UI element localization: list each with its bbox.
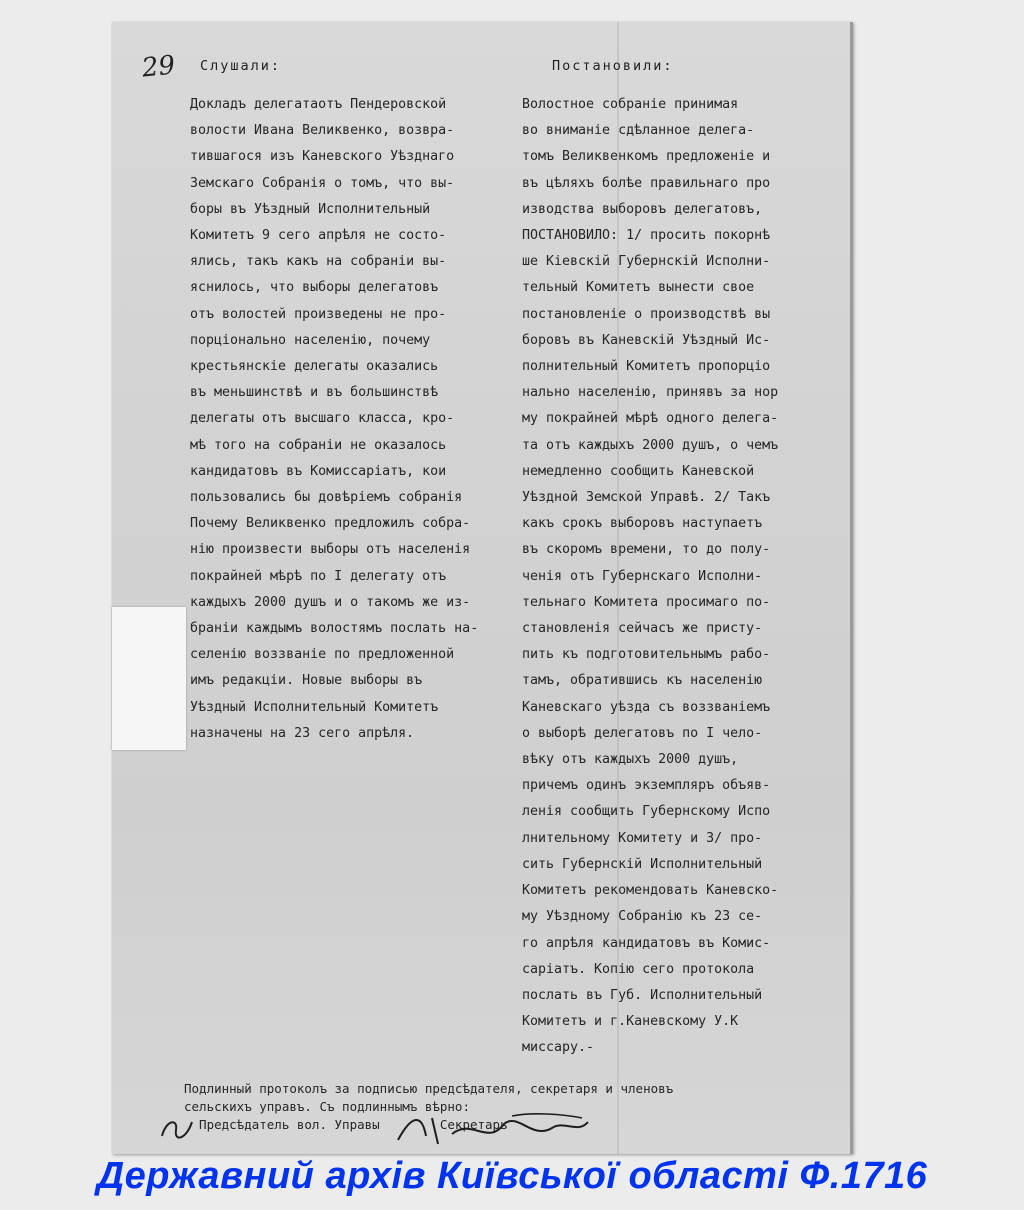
- right-column-line: вѣку отъ каждыхъ 2000 душъ,: [522, 752, 739, 768]
- left-column-line: пользовались бы довѣріемъ собранія: [190, 490, 463, 506]
- left-column-line: нію произвести выборы отъ населенія: [190, 542, 471, 558]
- right-column-line: Уѣздной Земской Управѣ. 2/ Такъ: [522, 490, 771, 506]
- left-column-line: боры въ Уѣздный Исполнительный: [190, 201, 431, 217]
- right-column-line: саріатъ. Копію сего протокола: [522, 961, 755, 977]
- left-column-line: каждыхъ 2000 душъ и о такомъ же из-: [190, 594, 471, 610]
- left-column-line: порціонально населенію, почему: [190, 332, 431, 348]
- right-column-line: лнительному Комитету и 3/ про-: [522, 830, 763, 846]
- document-sheet: [112, 22, 853, 1154]
- right-column-line: во вниманіе сдѣланное делега-: [522, 123, 755, 139]
- left-column-line: покрайней мѣрѣ по I делегату отъ: [190, 568, 447, 584]
- left-column-line: отъ волостей произведены не про-: [190, 306, 447, 322]
- footer-line: сельскихъ управъ. Съ подлиннымъ вѣрно:: [184, 1099, 470, 1114]
- folio-number: 29: [140, 50, 177, 84]
- paper-patch: [112, 607, 186, 750]
- right-column-line: Волостное собраніе принимая: [522, 97, 739, 112]
- right-column-line: причемъ одинъ экземпляръ объяв-: [522, 778, 771, 794]
- left-column-line: тившагося изъ Каневского Уѣзднаго: [190, 149, 455, 165]
- right-column-line: го апрѣля кандидатовъ въ Комис-: [522, 935, 771, 951]
- left-column-line: яснилось, что выборы делегатовъ: [190, 280, 439, 296]
- right-column-text: [522, 92, 778, 1062]
- right-column-line: томъ Великвенкомъ предложеніе и: [522, 149, 771, 165]
- right-column-line: ше Кіевскій Губернскій Исполни-: [522, 254, 771, 270]
- left-column-line: назначены на 23 сего апрѣля.: [190, 725, 415, 741]
- right-column-line: полнительный Комитетъ пропорціо: [522, 359, 771, 375]
- archive-caption: Державний архів Київської області Ф.1716: [96, 1155, 928, 1197]
- left-column-line: Почему Великвенко предложилъ собра-: [190, 516, 471, 532]
- left-column-line: Комитетъ 9 сего апрѣля не состо-: [190, 228, 447, 244]
- left-column-line: имъ редакціи. Новые выборы въ: [190, 673, 423, 689]
- left-column-line: мѣ того на собраніи не оказалось: [190, 437, 447, 453]
- left-column-line: селенію воззваніе по предложенной: [190, 647, 455, 663]
- right-column-line: му покрайней мѣрѣ одного делега-: [522, 411, 779, 427]
- footer-line: Подлинный протоколъ за подписью предсѣдателя, секретаря и членовъ: [184, 1081, 674, 1096]
- left-column-line: Уѣздный Исполнительный Комитетъ: [190, 699, 439, 715]
- right-column-line: миссару.-: [522, 1040, 595, 1056]
- left-column-line: браніи каждымъ волостямъ послать на-: [190, 621, 479, 637]
- right-column-line: пить къ подготовительнымъ рабо-: [522, 647, 771, 663]
- right-column-line: му Уѣздному Собранію къ 23 се-: [522, 909, 763, 925]
- signature-secretary: [392, 1110, 592, 1154]
- left-column-line: Докладъ делегатаотъ Пендеровской: [190, 97, 447, 112]
- right-column-line: тамъ, обратившись къ населенію: [522, 673, 763, 689]
- right-column-line: ченія отъ Губернскаго Исполни-: [522, 568, 763, 584]
- right-column-line: тельный Комитетъ вынести свое: [522, 280, 755, 296]
- left-column-line: ялись, такъ какъ на собраніи вы-: [190, 254, 447, 270]
- right-column-line: постановленіе о производствѣ вы: [522, 306, 771, 322]
- right-column-line: Комитетъ рекомендовать Каневско-: [522, 883, 779, 899]
- right-column-line: сить Губернскій Исполнительный: [522, 856, 763, 872]
- right-column-line: въ цѣляхъ болѣе правильнаго про: [522, 175, 771, 191]
- right-column-line: послать въ Губ. Исполнительный: [522, 987, 763, 1003]
- left-column-line: волости Ивана Великвенко, возвра-: [190, 123, 455, 139]
- left-column-line: кандидатовъ въ Комиссаріатъ, кои: [190, 463, 447, 479]
- right-column-line: становленія сейчасъ же присту-: [522, 621, 763, 637]
- left-column-line: делегаты отъ высшаго класса, кро-: [190, 411, 455, 427]
- right-column-line: ПОСТАНОВИЛО: 1/ просить покорнѣ: [522, 228, 771, 244]
- right-column-line: Каневскаго уѣзда съ воззваніемъ: [522, 699, 771, 715]
- left-column-line: Земскаго Собранія о томъ, что вы-: [190, 175, 455, 191]
- right-column-line: изводства выборовъ делегатовъ,: [522, 201, 763, 217]
- right-column-line: въ скоромъ времени, то до полу-: [522, 542, 771, 558]
- right-column-line: какъ срокъ выборовъ наступаетъ: [522, 516, 763, 532]
- right-column-line: та отъ каждыхъ 2000 душъ, о чемъ: [522, 437, 779, 453]
- left-column-text: [190, 92, 478, 747]
- left-column-line: въ меньшинствѣ и въ большинствѣ: [190, 385, 439, 401]
- right-column-line: тельнаго Комитета просимаго по-: [522, 594, 771, 610]
- left-column-heading: Слушали:: [200, 58, 282, 74]
- signature-mark-left: [156, 1114, 196, 1151]
- right-column-heading: Постановили:: [552, 58, 674, 74]
- right-column-line: ленія сообщить Губернскому Испо: [522, 804, 771, 820]
- right-column-line: о выборѣ делегатовъ по I чело-: [522, 725, 763, 741]
- footer-line: Предсѣдатель вол. Управы Секретарь: [184, 1117, 508, 1132]
- left-column-line: крестьянскіе делегаты оказались: [190, 359, 439, 375]
- right-column-line: боровъ въ Каневскій Уѣздный Ис-: [522, 332, 771, 348]
- right-column-line: нально населенію, принявъ за нор: [522, 385, 779, 401]
- right-column-line: немедленно сообщить Каневской: [522, 463, 755, 479]
- right-column-line: Комитетъ и г.Каневскому У.К: [522, 1014, 739, 1030]
